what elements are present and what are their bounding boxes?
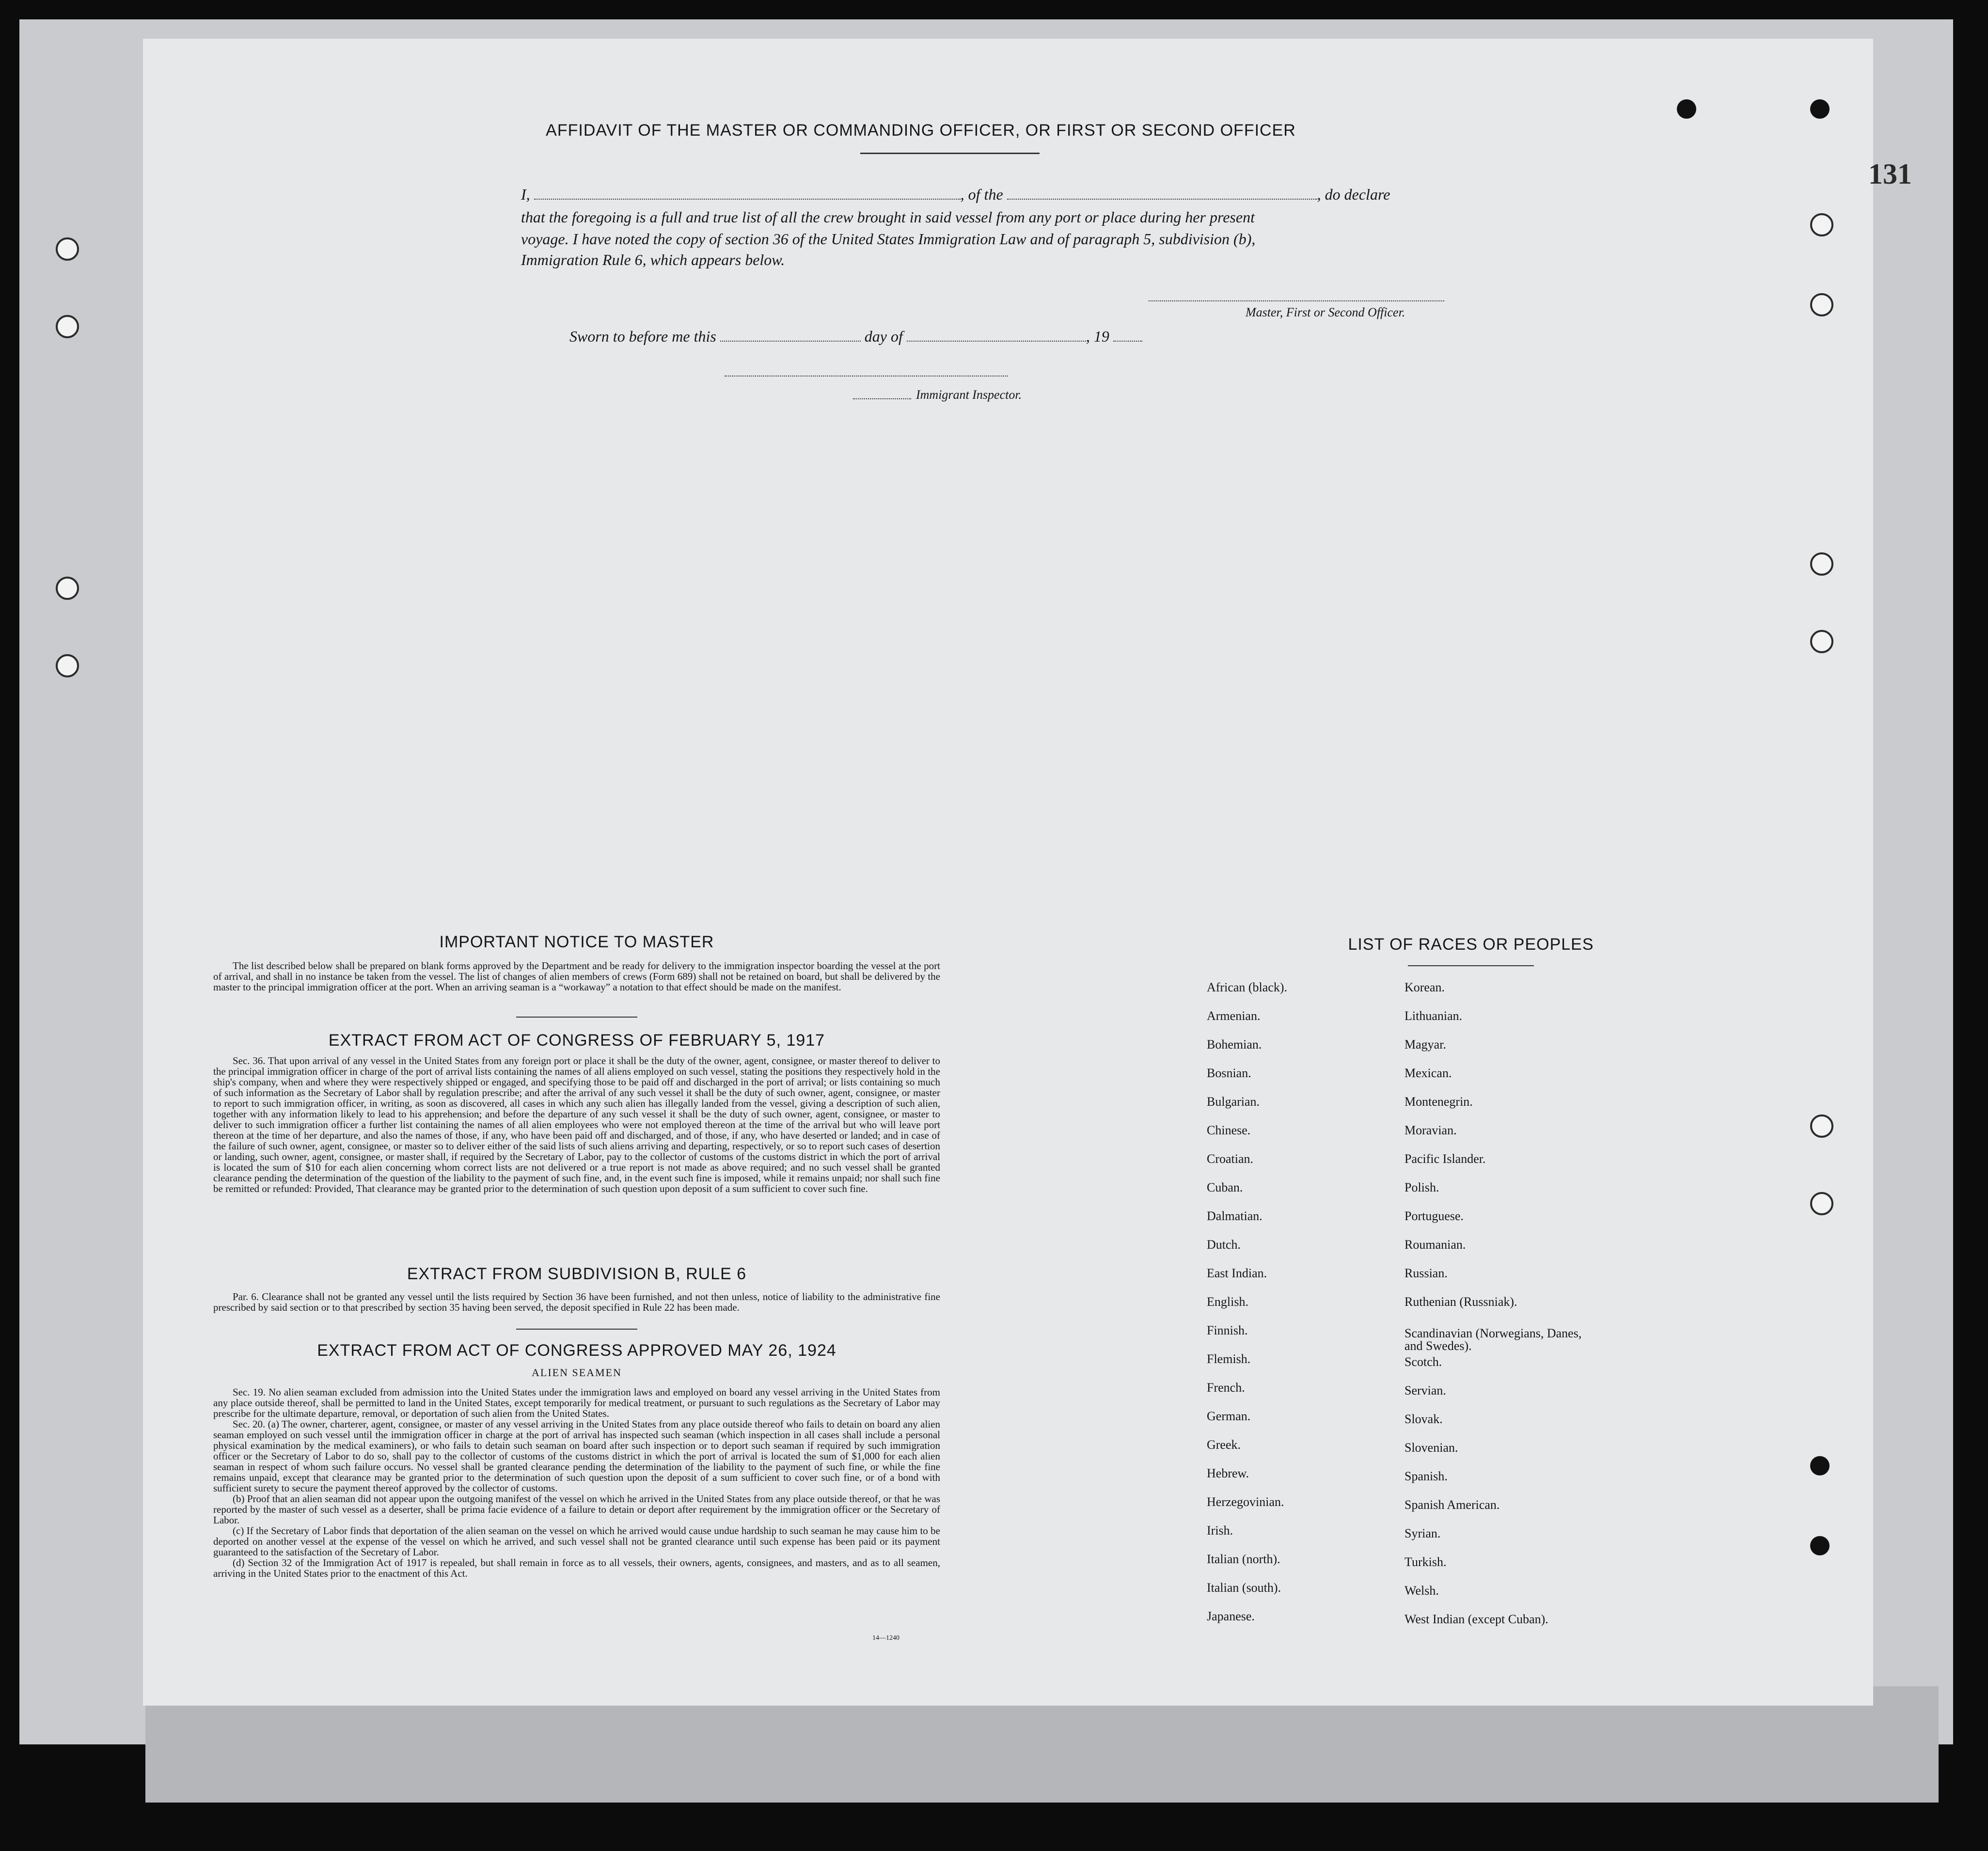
- notice-title: IMPORTANT NOTICE TO MASTER: [439, 933, 714, 951]
- punch-dot-icon: [1810, 99, 1830, 119]
- race-item: Roumanian.: [1404, 1238, 1466, 1252]
- vessel-blank[interactable]: [1007, 185, 1317, 200]
- form-number: 14—1240: [872, 1634, 899, 1642]
- affidavit-line-2: that the foregoing is a full and true list of all the crew brought in said vessel from any port or place during her present: [521, 208, 1255, 226]
- race-item: Spanish American.: [1404, 1498, 1500, 1512]
- binder-hole-icon: [1810, 293, 1833, 316]
- race-item: Polish.: [1404, 1180, 1439, 1194]
- sworn-line: Sworn to before me this day of , 19: [569, 327, 1142, 345]
- race-item: West Indian (except Cuban).: [1404, 1612, 1548, 1626]
- binder-hole-icon: [1810, 630, 1833, 653]
- race-item: Finnish.: [1207, 1323, 1248, 1337]
- race-item: Servian.: [1404, 1383, 1446, 1397]
- binder-hole-icon: [56, 315, 79, 338]
- binder-hole-icon: [56, 237, 79, 261]
- binder-hole-icon: [1810, 552, 1833, 576]
- affidavit-title: AFFIDAVIT OF THE MASTER OR COMMANDING OFFICER, OR FIRST OR SECOND OFFICER: [546, 121, 1296, 140]
- race-item: Pacific Islander.: [1404, 1152, 1486, 1166]
- punch-dot-icon: [1810, 1536, 1830, 1555]
- race-item: Montenegrin.: [1404, 1095, 1473, 1109]
- race-item: Scandinavian (Norwegians, Danes, and Swedes).: [1404, 1326, 1582, 1353]
- races-rule: [1408, 965, 1534, 966]
- signature-line[interactable]: [1149, 300, 1444, 301]
- page-number: 131: [1868, 158, 1912, 190]
- affidavit-line-3: voyage. I have noted the copy of section 36 of the United States Immigration Law and of paragraph 5, subdivision (b),: [521, 230, 1256, 248]
- race-item: Portuguese.: [1404, 1209, 1464, 1223]
- signature-caption: Master, First or Second Officer.: [1246, 305, 1405, 319]
- sworn-year-blank[interactable]: [1113, 327, 1142, 342]
- race-item: Bulgarian.: [1207, 1095, 1260, 1109]
- race-item: Italian (south).: [1207, 1581, 1281, 1595]
- race-item: Herzegovinian.: [1207, 1495, 1284, 1509]
- race-item: Armenian.: [1207, 1009, 1261, 1023]
- binder-hole-icon: [1810, 213, 1833, 236]
- race-item: Mexican.: [1404, 1066, 1452, 1080]
- title-rule: [860, 153, 1040, 154]
- binder-hole-icon: [56, 654, 79, 677]
- extract-1924-subtitle: ALIEN SEAMEN: [532, 1366, 622, 1379]
- races-left-column: [1207, 981, 1391, 1639]
- race-item: Dalmatian.: [1207, 1209, 1262, 1223]
- race-item: Korean.: [1404, 980, 1445, 994]
- race-item: Welsh.: [1404, 1584, 1439, 1598]
- race-item: East Indian.: [1207, 1266, 1267, 1280]
- punch-dot-icon: [1810, 1456, 1830, 1475]
- binder-hole-icon: [1810, 1192, 1833, 1215]
- race-item: Slovak.: [1404, 1412, 1443, 1426]
- race-item: Cuban.: [1207, 1180, 1243, 1194]
- sworn-month-blank[interactable]: [907, 327, 1086, 342]
- race-item: Italian (north).: [1207, 1552, 1280, 1566]
- race-item: Turkish.: [1404, 1555, 1447, 1569]
- race-item: Lithuanian.: [1404, 1009, 1463, 1023]
- race-item: Magyar.: [1404, 1037, 1446, 1051]
- sworn-day-blank[interactable]: [720, 327, 861, 342]
- race-item: Moravian.: [1404, 1123, 1457, 1137]
- binder-hole-icon: [1810, 1114, 1833, 1138]
- race-item: Bosnian.: [1207, 1066, 1251, 1080]
- affidavit-line-4: Immigration Rule 6, which appears below.: [521, 251, 785, 268]
- inspector-caption: Immigrant Inspector.: [916, 388, 1022, 402]
- extract-1924-text: Sec. 19. No alien seaman excluded from admission into the United States under the immigration laws and employed on board any vessel arriving in the United States from any place outside thereof, shall be permitted to land in the United States, except temporarily for medical treatment, or pursuant to such regulations as the Secretary of Labor may prescribe for the ultimate departure, removal, or deportation of such alien from the United States. Sec. 20. (a) The owner, charterer, agent, consignee, or master of any vessel arriving in the United States from any place outside thereof who fails to detain on board any alien seaman employed on such vessel until the immigration officer in charge at the port of arrival has inspected such seaman (which inspection in all cases shall include a personal physical examination by the medical examiners), or who fails to detain such seaman on board after such inspection or to deport such seaman if required by such immigration officer or the Secretary of Labor to do so, shall pay to the collector of customs of the customs district in which the port of arrival is located the sum of $1,000 for each alien seaman in respect of whom such failure occurs. No vessel shall be granted clearance pending the determination of the liability to the payment of such fine, or while the fine remains unpaid, except that clearance may be granted prior to the determination of such question upon the deposit of a sum sufficient to cover such fine, or of a bond with sufficient surety to secure the payment thereof approved by the collector of customs. (b) Proof that an alien seaman did not appear upon the outgoing manifest of the vessel on which he arrived in the United States from any place outside thereof, or that he was reported by the master of such vessel as a deserter, shall be prima facie evidence of a failure to detain or deport after requirement by the immigration officer or the Secretary of Labor. (c) If the Secretary of Labor finds that deportation of the alien seaman on the vessel on which he arrived would cause undue hardship to such seaman he may cause him to be deported on another vessel at the expense of the vessel on which he arrived, and such vessel shall not be granted clearance until such expense has been paid or its payment guaranteed to the satisfaction of the Secretary of Labor. (d) Section 32 of the Immigration Act of 1917 is repealed, but shall remain in force as to all vessels, their owners, agents, consignees, and masters, and as to all seamen, arriving in the United States prior to the enactment of this Act.: [213, 1386, 940, 1579]
- race-item: Croatian.: [1207, 1152, 1254, 1166]
- race-item: French.: [1207, 1380, 1245, 1395]
- inspector-line-short[interactable]: [853, 398, 911, 399]
- rule-6-rule: [516, 1329, 637, 1330]
- race-item: Russian.: [1404, 1266, 1448, 1280]
- race-item: African (black).: [1207, 980, 1288, 994]
- race-item: Ruthenian (Russniak).: [1404, 1295, 1517, 1309]
- race-item: English.: [1207, 1295, 1248, 1309]
- race-item: Flemish.: [1207, 1352, 1251, 1366]
- rule-6-text: Par. 6. Clearance shall not be granted any vessel until the lists required by Section 36 have been furnished, and not then unless, notice of liability to the administrative fine prescribed by said section or to that prescribed by section 35 having been served, the deposit specified in Rule 22 has been made.: [213, 1291, 940, 1313]
- race-item: Slovenian.: [1404, 1441, 1458, 1455]
- race-item: Chinese.: [1207, 1123, 1251, 1137]
- extract-1917-text: Sec. 36. That upon arrival of any vessel in the United States from any foreign port or place it shall be the duty of the owner, agent, consignee, or master thereof to deliver to the principal immigration officer in charge of the port of arrival lists containing the names of all aliens employed on such vessel, stating the positions they respectively hold in the ship's company, when and where they were respectively shipped or engaged, and specifying those to be paid off and discharged in the port of arrival; or lists containing so much of such information as the Secretary of Labor shall by regulation prescribe; and after the arrival of any such vessel it shall be the duty of such owner, agent, consignee, or master to report to such immigration officer, in writing, as soon as discovered, all cases in which any such alien has illegally landed from the vessel, giving a description of such alien, together with any information likely to lead to his apprehension; and before the departure of any such vessel it shall be the duty of such owner, agent, consignee, or master to deliver to such immigration officer a further list containing the names of all alien employees who were not employed thereon at the time of the arrival but who will leave port thereon at the time of her departure, and also the names of those, if any, who have been paid off and discharged, and of those, if any, who have deserted or landed; and in case of the failure of such owner, agent, consignee, or master so to deliver either of the said lists of such aliens arriving and departing, respectively, or so to report such cases of desertion or landing, such owner, agent, consignee, or master shall, if required by the Secretary of Labor, pay to the collector of customs of the customs district in which the port of arrival is located the sum of $10 for each alien concerning whom correct lists are not delivered or a true report is not made as above required; and no such vessel shall be granted clearance pending the determination of the question of the liability to the payment of such fine, and, in the event such fine is imposed, while it remains unpaid; nor shall such fine be remitted or refunded: Provided, That clearance may be granted prior to the determination of such question upon deposit of a sum sufficient to cover such fine.: [213, 1055, 940, 1194]
- race-item: German.: [1207, 1409, 1251, 1423]
- binder-hole-icon: [56, 577, 79, 600]
- notice-rule: [516, 1017, 637, 1018]
- races-right-column: [1404, 981, 1632, 1642]
- race-item: Hebrew.: [1207, 1466, 1249, 1480]
- race-item: Syrian.: [1404, 1526, 1441, 1540]
- race-item: Spanish.: [1404, 1469, 1448, 1483]
- race-item: Dutch.: [1207, 1238, 1241, 1252]
- affidavit-line-1: I, , of the , do declare: [521, 186, 1390, 203]
- race-item: Irish.: [1207, 1523, 1233, 1537]
- rule-6-title: EXTRACT FROM SUBDIVISION B, RULE 6: [407, 1265, 747, 1283]
- name-blank[interactable]: [534, 185, 961, 200]
- race-item: Greek.: [1207, 1438, 1241, 1452]
- race-item: Scotch.: [1404, 1355, 1442, 1369]
- punch-dot-icon: [1677, 99, 1696, 119]
- extract-1917-title: EXTRACT FROM ACT OF CONGRESS OF FEBRUARY 5, 1917: [328, 1031, 825, 1050]
- race-item: Japanese.: [1207, 1609, 1255, 1623]
- race-item: Bohemian.: [1207, 1037, 1262, 1051]
- extract-1924-title: EXTRACT FROM ACT OF CONGRESS APPROVED MAY 26, 1924: [317, 1341, 836, 1360]
- notice-text: The list described below shall be prepared on blank forms approved by the Department and be ready for delivery to the immigration inspector boarding the vessel at the port of arrival, and shall in no instance be taken from the vessel. The list of changes of alien members of crews (Form 689) shall not be retained on board, but shall be delivered by the master to the principal immigration officer at the port. When an arriving seaman is a “workaway” a notation to that effect should be made on the manifest.: [213, 960, 940, 993]
- races-title: LIST OF RACES OR PEOPLES: [1348, 935, 1594, 954]
